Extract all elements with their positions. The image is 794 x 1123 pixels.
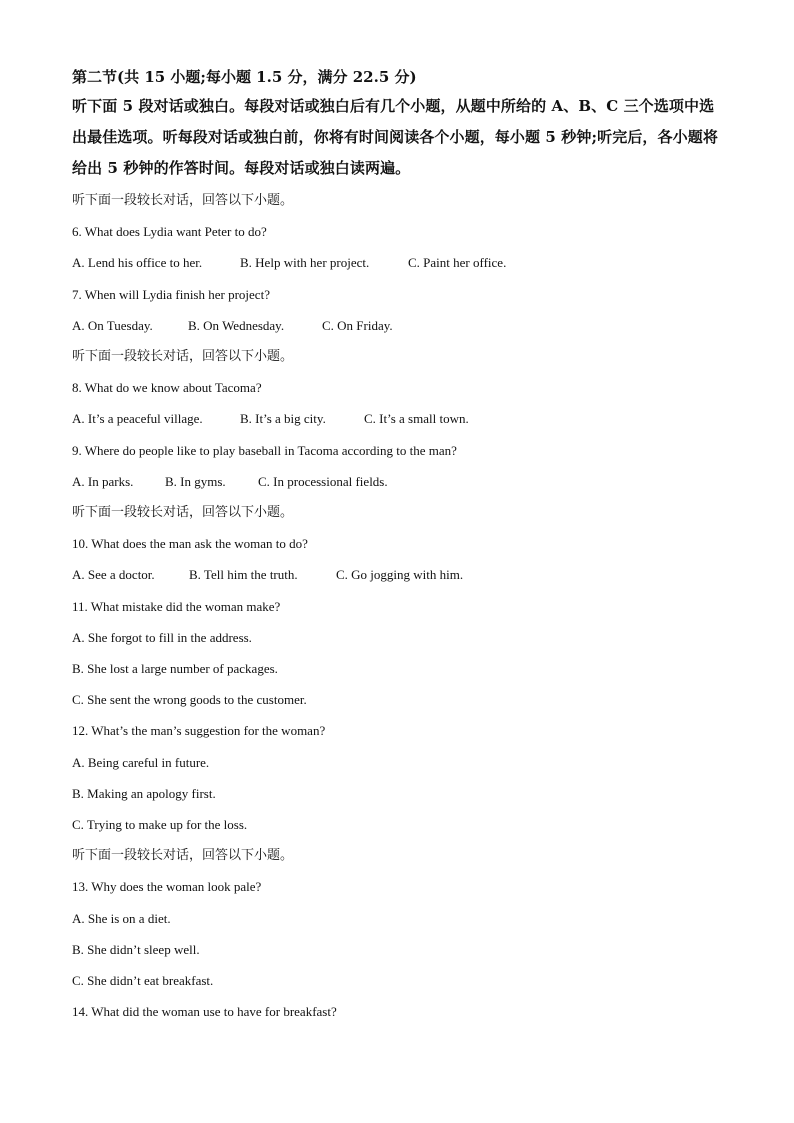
question-12: 12. What’s the man’s suggestion for the woman? bbox=[72, 723, 326, 738]
option-10a: A. See a doctor. bbox=[72, 567, 155, 582]
question-13: 13. Why does the woman look pale? bbox=[72, 879, 262, 894]
option-12a: A. Being careful in future. bbox=[72, 755, 210, 770]
option-6b: B. Help with her project. bbox=[240, 255, 370, 270]
dialogue-intro: 听下面一段较长对话，回答以下小题。 bbox=[72, 848, 294, 863]
section-instructions: 听下面 5 段对话或独白。每段对话或独白后有几个小题，从题中所给的 A、B、C 三个选项中选出最佳选项。听每段对话或独白前，你将有时间阅读各个小题，每小题 5 秒钟;听完后，各小题将给出 5 秒钟的作答时间。每段对话或独白读两遍。 bbox=[72, 97, 718, 177]
question-6-options bbox=[72, 254, 506, 272]
option-11c: C. She sent the wrong goods to the customer. bbox=[72, 692, 307, 707]
question-7-options bbox=[72, 317, 393, 335]
option-11a: A. She forgot to fill in the address. bbox=[72, 630, 252, 645]
section-heading: 第二节(共 15 小题;每小题 1.5 分，满分 22.5 分) bbox=[72, 68, 417, 86]
option-12b: B. Making an apology first. bbox=[72, 786, 216, 801]
dialogue-intro: 听下面一段较长对话，回答以下小题。 bbox=[72, 193, 294, 208]
option-6c: C. Paint her office. bbox=[408, 255, 507, 270]
option-10b: B. Tell him the truth. bbox=[189, 567, 298, 582]
option-9b: B. In gyms. bbox=[165, 474, 226, 489]
question-14: 14. What did the woman use to have for breakfast? bbox=[72, 1004, 337, 1019]
option-13c: C. She didn’t eat breakfast. bbox=[72, 973, 214, 988]
option-8a: A. It’s a peaceful village. bbox=[72, 411, 203, 426]
option-11b: B. She lost a large number of packages. bbox=[72, 661, 278, 676]
option-12c: C. Trying to make up for the loss. bbox=[72, 817, 248, 832]
question-8: 8. What do we know about Tacoma? bbox=[72, 380, 262, 395]
dialogue-intro: 听下面一段较长对话，回答以下小题。 bbox=[72, 349, 294, 364]
option-8b: B. It’s a big city. bbox=[240, 411, 326, 426]
option-10c: C. Go jogging with him. bbox=[336, 567, 464, 582]
question-8-options bbox=[72, 410, 469, 428]
question-9-options bbox=[72, 473, 388, 491]
option-7a: A. On Tuesday. bbox=[72, 318, 153, 333]
question-6: 6. What does Lydia want Peter to do? bbox=[72, 224, 267, 239]
question-10: 10. What does the man ask the woman to do? bbox=[72, 536, 308, 551]
question-10-options bbox=[72, 566, 463, 584]
option-9a: A. In parks. bbox=[72, 474, 134, 489]
option-8c: C. It’s a small town. bbox=[364, 411, 469, 426]
dialogue-intro: 听下面一段较长对话，回答以下小题。 bbox=[72, 505, 294, 520]
option-13b: B. She didn’t sleep well. bbox=[72, 942, 200, 957]
option-13a: A. She is on a diet. bbox=[72, 911, 171, 926]
question-9: 9. Where do people like to play baseball in Tacoma according to the man? bbox=[72, 443, 457, 458]
option-9c: C. In processional fields. bbox=[258, 474, 388, 489]
option-7b: B. On Wednesday. bbox=[188, 318, 285, 333]
question-11: 11. What mistake did the woman make? bbox=[72, 599, 281, 614]
option-7c: C. On Friday. bbox=[322, 318, 393, 333]
question-7: 7. When will Lydia finish her project? bbox=[72, 287, 270, 302]
option-6a: A. Lend his office to her. bbox=[72, 255, 203, 270]
